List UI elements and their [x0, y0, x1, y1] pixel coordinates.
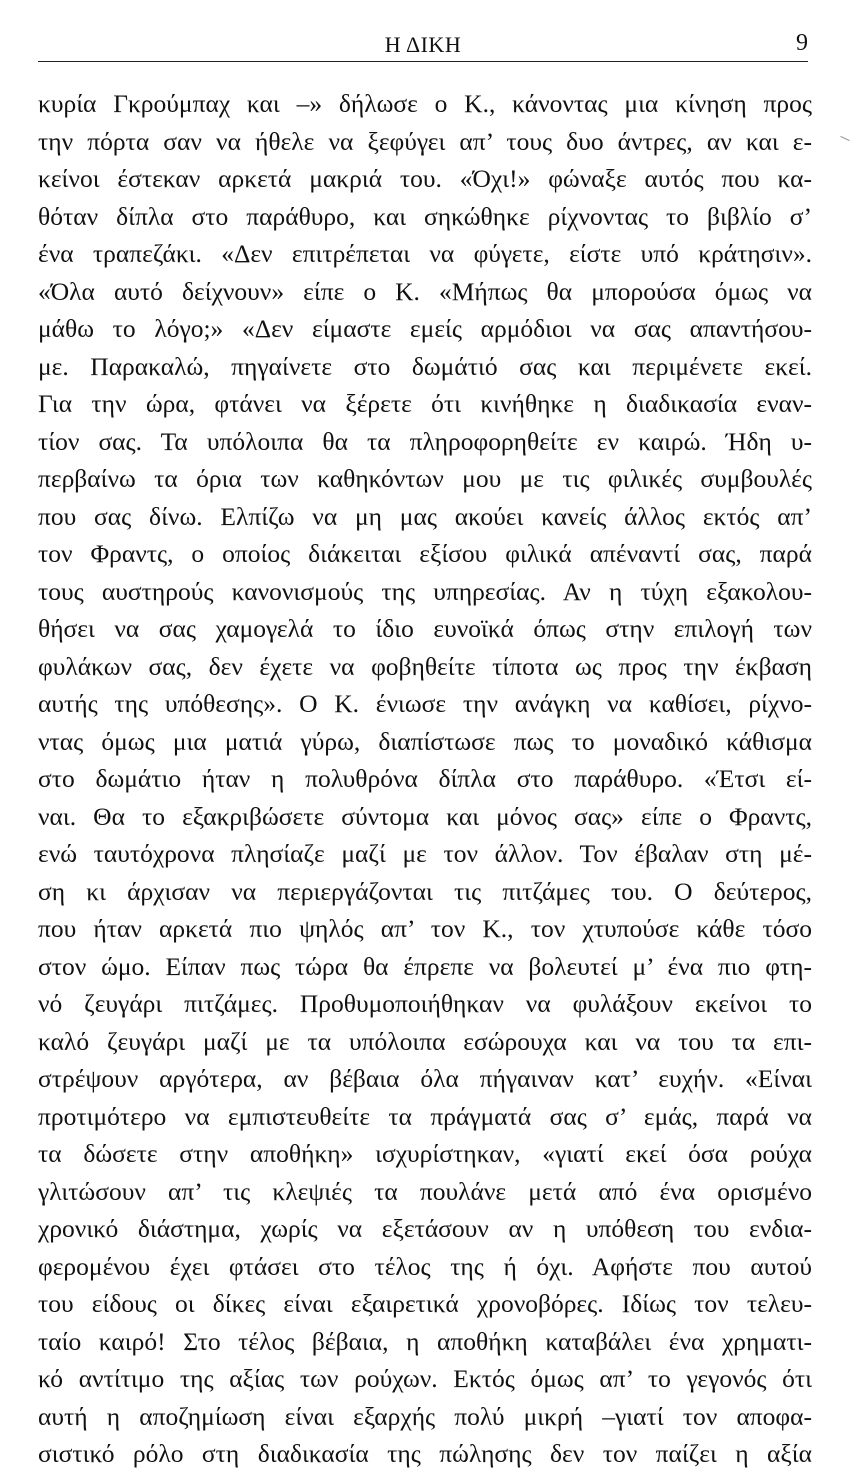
text-line: φερομένου έχει φτάσει στο τέλος της ή όχι. Αφήστε που αυτού — [38, 1251, 812, 1281]
text-line: προτιμότερο να εμπιστευθείτε τα πράγματά σας σ’ εμάς, παρά να — [38, 1101, 812, 1131]
text-line: τίον σας. Τα υπόλοιπα θα τα πληροφορηθείτε εν καιρώ. Ήδη υ- — [38, 426, 812, 456]
text-line: κείνοι έστεκαν αρκετά μακριά του. «Όχι!» φώναξε αυτός που κα- — [38, 164, 812, 193]
text-line: τα δώσετε στην αποθήκη» ισχυρίστηκαν, «γιατί εκεί όσα ρούχα — [38, 1139, 812, 1168]
running-head — [38, 30, 808, 62]
text-line: «Όλα αυτό δείχνουν» είπε ο Κ. «Μήπως θα μπορούσα όμως να — [38, 276, 812, 306]
text-line: στρέψουν αργότερα, αν βέβαια όλα πήγαιναν κατ’ ευχήν. «Είναι — [38, 1064, 812, 1093]
text-line: τον Φραντς, ο οποίος διάκειται εξίσου φιλικά απέναντί σας, παρά — [38, 539, 812, 568]
text-line: κυρία Γκρούμπαχ και –» δήλωσε ο Κ., κάνοντας μια κίνηση προς — [38, 89, 812, 118]
text-line: ένα τραπεζάκι. «Δεν επιτρέπεται να φύγετε, είστε υπό κράτησιν». — [38, 239, 812, 268]
text-line: ντας όμως μια ματιά γύρω, διαπίστωσε πως το μοναδικό κάθισμα — [38, 726, 812, 756]
text-line: που ήταν αρκετά πιο ψηλός απ’ τον Κ., τον χτυπούσε κάθε τόσο — [38, 914, 812, 943]
text-line: καλό ζευγάρι μαζί με τα υπόλοιπα εσώρουχα και να του τα επι- — [38, 1026, 812, 1056]
text-line: αυτή η αποζημίωση είναι εξαρχής πολύ μικρή –γιατί τον αποφα- — [38, 1401, 812, 1431]
text-line: θήσει να σας χαμογελά το ίδιο ευνοϊκά όπως στην επιλογή των — [38, 614, 812, 643]
text-line: θόταν δίπλα στο παράθυρο, και σηκώθηκε ρίχνοντας το βιβλίο σ’ — [38, 201, 812, 231]
text-line: ενώ ταυτόχρονα πλησίαζε μαζί με τον άλλον. Τον έβαλαν στη μέ- — [38, 839, 812, 868]
text-line: γλιτώσουν απ’ τις κλεψιές τα πουλάνε μετά από ένα ορισμένο — [38, 1176, 812, 1206]
text-line: στο δωμάτιο ήταν η πολυθρόνα δίπλα στο παράθυρο. «Έτσι εί- — [38, 764, 812, 793]
text-line: αυτής της υπόθεσης». Ο Κ. ένιωσε την ανάγκη να καθίσει, ρίχνο- — [38, 689, 812, 718]
text-line: ταίο καιρό! Στο τέλος βέβαια, η αποθήκη καταβάλει ένα χρηματι- — [38, 1326, 812, 1356]
text-line: περβαίνω τα όρια των καθηκόντων μου με τις φιλικές συμβουλές — [38, 464, 812, 493]
body-text — [38, 85, 812, 1473]
text-line: φυλάκων σας, δεν έχετε να φοβηθείτε τίποτα ως προς την έκβαση — [38, 651, 812, 681]
text-line: Για την ώρα, φτάνει να ξέρετε ότι κινήθηκε η διαδικασία εναν- — [38, 389, 812, 418]
text-line: στον ώμο. Είπαν πως τώρα θα έπρεπε να βολευτεί μ’ ένα πιο φτη- — [38, 951, 812, 981]
text-line: σιστικό ρόλο στη διαδικασία της πώλησης δεν τον παίζει η αξία — [38, 1439, 812, 1468]
running-title: Η ΔΙΚΗ — [384, 32, 462, 57]
text-line: με. Παρακαλώ, πηγαίνετε στο δωμάτιό σας και περιμένετε εκεί. — [38, 351, 812, 381]
text-line: που σας δίνω. Ελπίζω να μη μας ακούει κανείς άλλος εκτός απ’ — [38, 501, 812, 531]
text-line: χρονικό διάστημα, χωρίς να εξετάσουν αν η υπόθεση του ενδια- — [38, 1214, 812, 1243]
text-line: ναι. Θα το εξακριβώσετε σύντομα και μόνος σας» είπε ο Φραντς, — [38, 801, 812, 831]
text-line: την πόρτα σαν να ήθελε να ξεφύγει απ’ τους δυο άντρες, αν και ε- — [38, 126, 812, 156]
margin-mark — [840, 136, 849, 141]
text-line: ση κι άρχισαν να περιεργάζονται τις πιτζάμες του. Ο δεύτερος, — [38, 876, 812, 906]
text-line: του είδους οι δίκες είναι εξαιρετικά χρονοβόρες. Ιδίως τον τελευ- — [38, 1289, 812, 1318]
header-rule — [38, 61, 808, 62]
page-number: 9 — [796, 30, 808, 56]
text-line: νό ζευγάρι πιτζάμες. Προθυμοποιήθηκαν να φυλάξουν εκείνοι το — [38, 989, 812, 1018]
text-line: τους αυστηρούς κανονισμούς της υπηρεσίας. Αν η τύχη εξακολου- — [38, 576, 812, 606]
text-line: μάθω το λόγο;» «Δεν είμαστε εμείς αρμόδιοι να σας απαντήσου- — [38, 314, 812, 343]
text-line: κό αντίτιμο της αξίας των ρούχων. Εκτός όμως απ’ το γεγονός ότι — [38, 1364, 812, 1393]
